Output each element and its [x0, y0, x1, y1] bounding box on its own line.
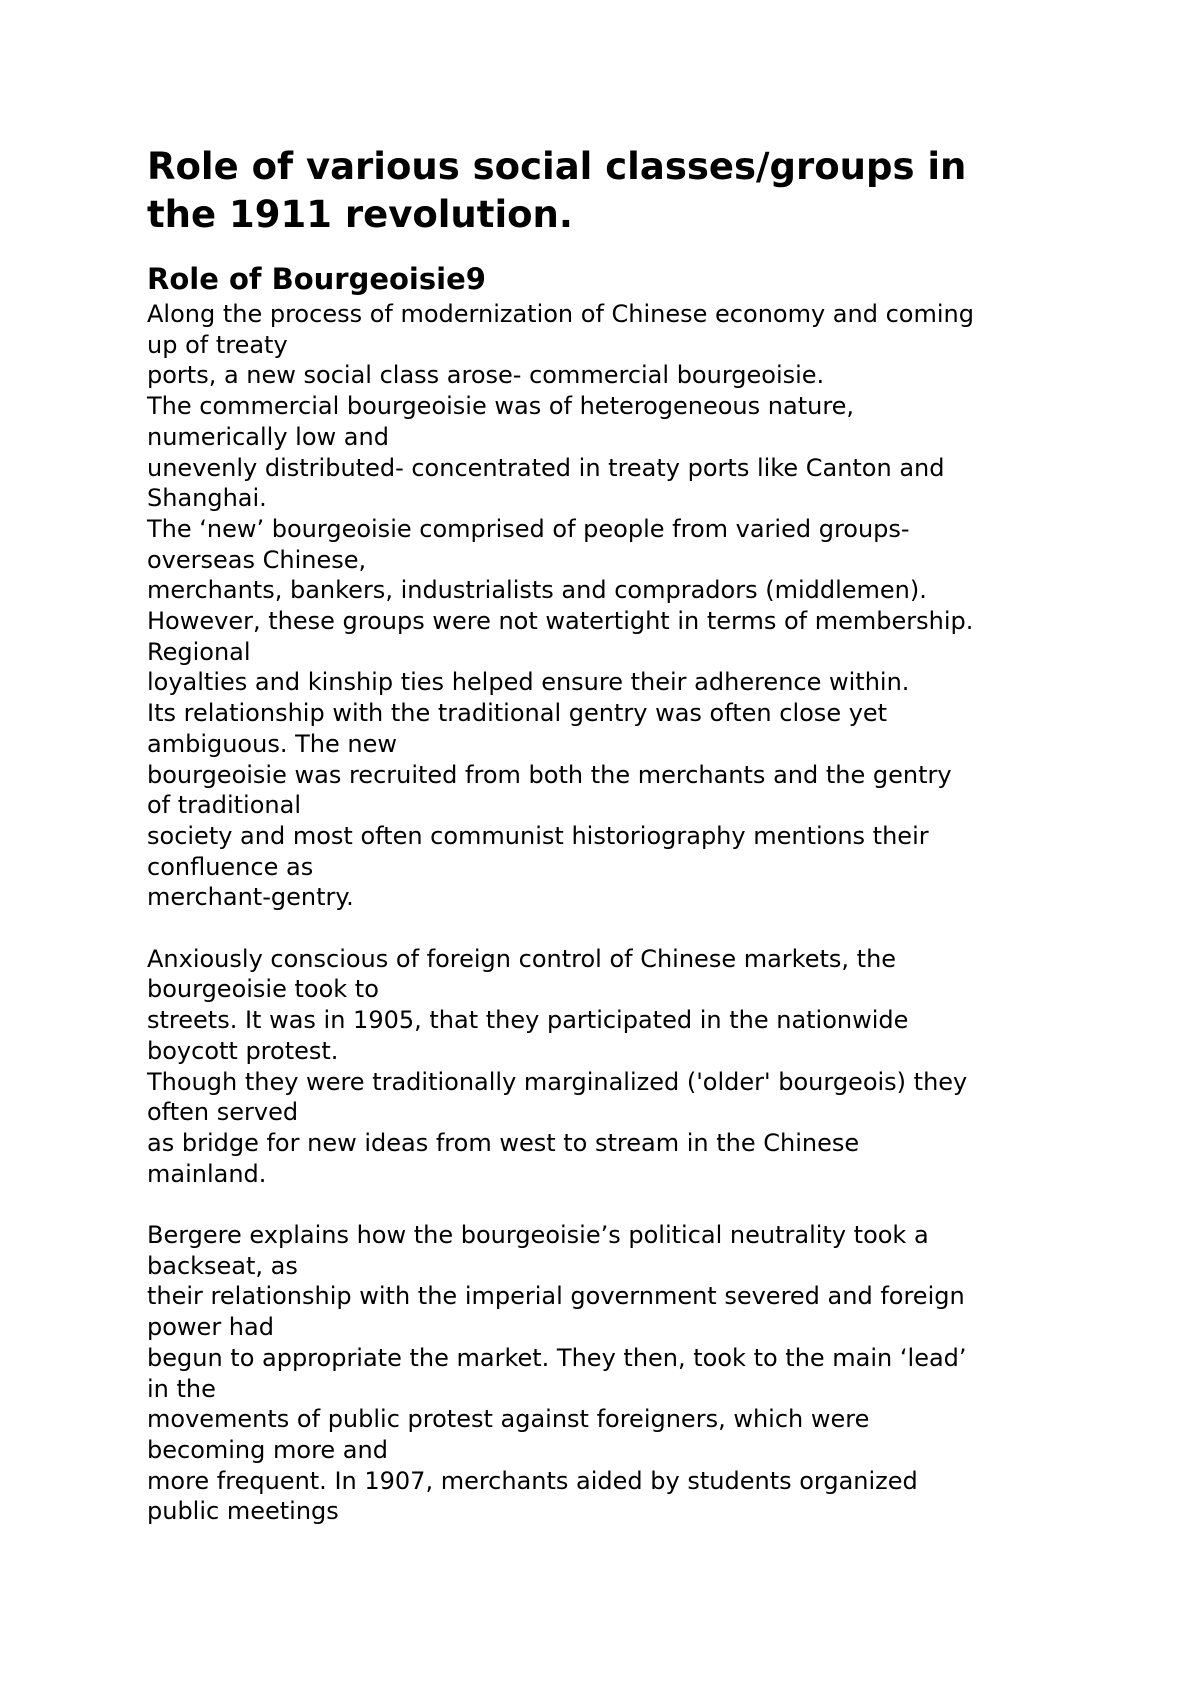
paragraph-spacer	[147, 1189, 1077, 1220]
document-content	[147, 143, 1077, 1527]
text-line: Anxiously conscious of foreign control of Chinese markets, the	[147, 944, 897, 973]
paragraph-1	[147, 299, 1077, 913]
title-line: Role of various social classes/groups in	[147, 145, 967, 188]
text-line: power had	[147, 1313, 274, 1342]
text-line: their relationship with the imperial government severed and foreign	[147, 1282, 965, 1311]
text-line: merchants, bankers, industrialists and compradors (middlemen).	[147, 576, 927, 605]
text-line: However, these groups were not watertight in terms of membership.	[147, 607, 974, 636]
text-line: unevenly distributed- concentrated in treaty ports like Canton and	[147, 453, 945, 482]
text-line: ports, a new social class arose- commercial bourgeoisie.	[147, 361, 825, 390]
text-line: numerically low and	[147, 422, 389, 451]
text-line: begun to appropriate the market. They then, took to the main ‘lead’	[147, 1343, 967, 1372]
text-line: bourgeoisie was recruited from both the merchants and the gentry	[147, 760, 952, 789]
text-line: in the	[147, 1374, 216, 1403]
text-line: as bridge for new ideas from west to stream in the Chinese	[147, 1128, 860, 1157]
text-line: often served	[147, 1098, 299, 1127]
text-line: mainland.	[147, 1159, 267, 1188]
text-line: Its relationship with the traditional gentry was often close yet	[147, 699, 888, 728]
text-line: merchant-gentry.	[147, 883, 354, 912]
text-line: becoming more and	[147, 1435, 388, 1464]
paragraph-3	[147, 1220, 1077, 1527]
document-title	[147, 143, 1077, 239]
text-line: public meetings	[147, 1497, 339, 1526]
text-line: The commercial bourgeoisie was of heterogeneous nature,	[147, 392, 855, 421]
text-line: The ‘new’ bourgeoisie comprised of people from varied groups-	[147, 514, 910, 543]
title-line: the 1911 revolution.	[147, 193, 573, 236]
text-line: more frequent. In 1907, merchants aided by students organized	[147, 1466, 918, 1495]
paragraph-spacer	[147, 913, 1077, 944]
text-line: movements of public protest against foreigners, which were	[147, 1405, 870, 1434]
text-line: bourgeoisie took to	[147, 975, 379, 1004]
text-line: Along the process of modernization of Chinese economy and coming	[147, 300, 974, 328]
text-line: Shanghai.	[147, 484, 267, 513]
text-line: up of treaty	[147, 330, 288, 359]
text-line: streets. It was in 1905, that they participated in the nationwide	[147, 1006, 909, 1035]
paragraph-2	[147, 944, 1077, 1190]
text-line: backseat, as	[147, 1251, 298, 1280]
text-line: loyalties and kinship ties helped ensure their adherence within.	[147, 668, 910, 697]
text-line: Bergere explains how the bourgeoisie’s political neutrality took a	[147, 1221, 929, 1250]
text-line: overseas Chinese,	[147, 545, 367, 574]
section-heading: Role of Bourgeoisie9	[147, 262, 486, 296]
text-line: Regional	[147, 637, 251, 666]
text-line: ambiguous. The new	[147, 729, 397, 758]
text-line: boycott protest.	[147, 1036, 339, 1065]
text-line: confluence as	[147, 852, 314, 881]
text-line: of traditional	[147, 791, 301, 820]
text-line: Though they were traditionally marginalized ('older' bourgeois) they	[147, 1067, 968, 1096]
text-line: society and most often communist historiography mentions their	[147, 821, 929, 850]
